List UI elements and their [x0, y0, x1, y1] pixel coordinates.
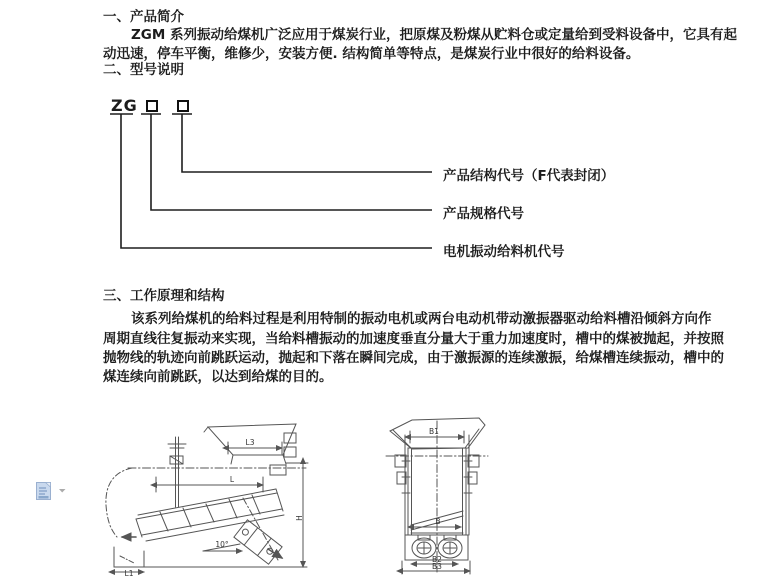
- section3-heading: 三、工作原理和结构: [103, 288, 225, 304]
- leader-line-feeder: [121, 114, 432, 248]
- side-view-drawing: [100, 415, 320, 576]
- dim-label-L: L: [229, 475, 235, 484]
- dim-label-H: H: [295, 515, 304, 521]
- section3-line4: 煤连续向前跳跃，以达到给煤的目的。: [103, 369, 333, 385]
- section3-line3: 抛物线的轨迹向前跳跃运动，抛起和下落在瞬间完成，由于激振源的连续激振，给煤槽连续振动，槽中的: [103, 350, 724, 366]
- feed-trough: [136, 489, 284, 541]
- section1-line1: ZGM 系列振动给煤机广泛应用于煤炭行业，把原煤及粉煤从贮料仓或定量给到受料设备中，它具有起: [131, 27, 738, 43]
- dim-label-B2: B2: [432, 555, 442, 564]
- section1-heading: 一、产品简介: [103, 9, 184, 25]
- model-label-structure: 产品结构代号（F代表封闭）: [443, 168, 615, 184]
- section2-heading: 二、型号说明: [103, 62, 184, 78]
- dim-label-L3: L3: [245, 438, 255, 447]
- document-icon[interactable]: [37, 483, 51, 500]
- annotation-document-icon[interactable]: [34, 480, 68, 504]
- section1-line2: 动迅速，停车平衡，维修少，安装方便. 结构简单等特点，是煤炭行业中很好的给料设备。: [103, 46, 640, 62]
- section3-line1: 该系列给煤机的给料过程是利用特制的振动电机或两台电动机带动激振器驱动给料槽沿倾斜方向作: [131, 311, 712, 327]
- dim-label-L1: L1: [124, 569, 134, 576]
- leader-line-spec: [151, 114, 432, 210]
- dim-label-B: B: [435, 517, 441, 526]
- leader-line-structure: [182, 114, 432, 172]
- dim-label-B1: B1: [429, 427, 439, 436]
- dim-label-angle: 10°: [215, 540, 229, 549]
- dim-label-B3: B3: [432, 562, 442, 571]
- end-view-drawing: [380, 415, 510, 576]
- discharge-chute: [106, 468, 144, 567]
- model-label-spec: 产品规格代号: [443, 206, 524, 222]
- support-post: [168, 437, 186, 507]
- dropdown-arrow-icon[interactable]: [59, 489, 66, 493]
- model-prefix-text: ZG: [111, 96, 138, 115]
- vibration-motor: [234, 520, 282, 564]
- model-label-feeder: 电机振动给料机代号: [443, 244, 565, 260]
- section3-line2: 周期直线往复振动来实现，当给料槽振动的加速度垂直分量大于重力加速度时，槽中的煤被抛起，并按照: [103, 331, 724, 347]
- model-diagram-lines: [100, 93, 460, 263]
